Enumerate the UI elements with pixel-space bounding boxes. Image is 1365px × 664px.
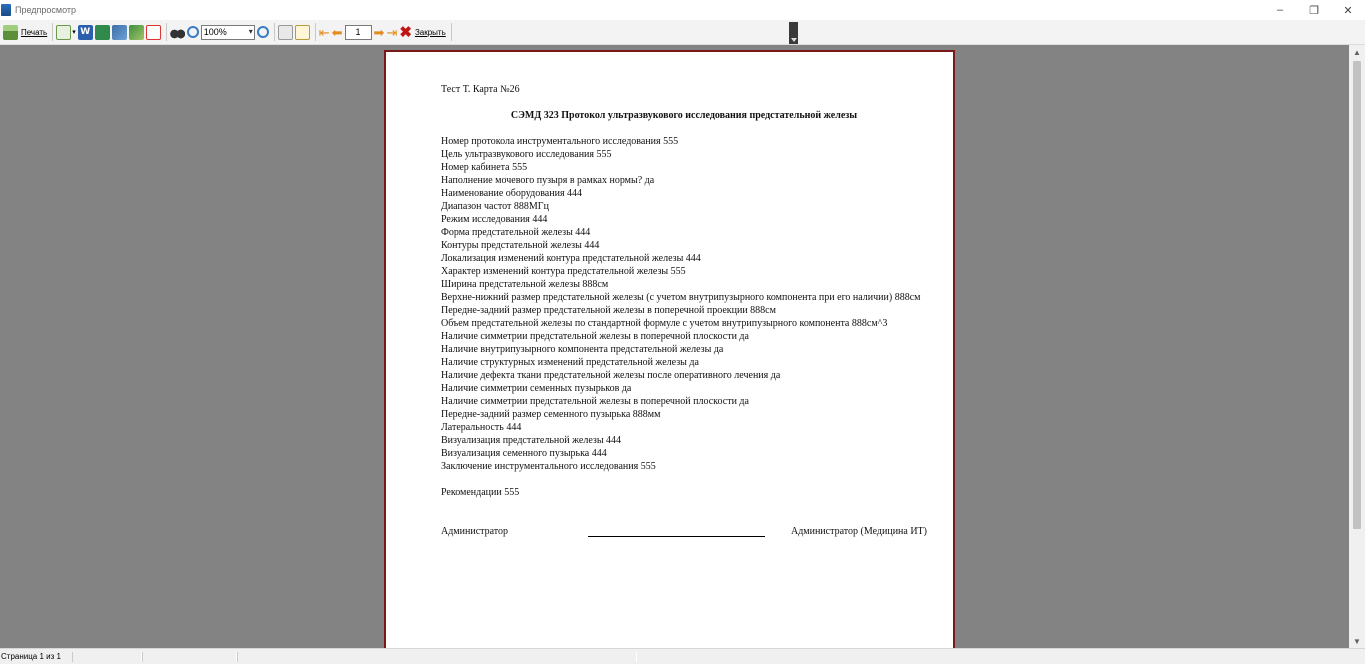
find-button[interactable]	[170, 22, 185, 42]
document-line: Наличие симметрии предстательной железы в поперечной плоскости да	[441, 396, 749, 407]
document-line: Визуализация семенного пузырька 444	[441, 448, 607, 459]
document-line: Ширина предстательной железы 888см	[441, 279, 609, 290]
image-icon	[112, 25, 127, 40]
export-dropdown-button[interactable]	[56, 22, 76, 42]
document-line: Верхне-нижний размер предстательной железы (с учетом внутрипузырного компонента при его наличии) 888см	[441, 292, 921, 303]
document-line: Заключение инструментального исследования 555	[441, 461, 656, 472]
document-line: Наличие дефекта ткани предстательной железы после оперативного лечения да	[441, 370, 781, 381]
toolbar-overflow-grip[interactable]	[789, 22, 798, 44]
arrow-right-icon: ➡	[373, 24, 385, 40]
document-line: Визуализация предстательной железы 444	[441, 435, 622, 446]
page-number-field[interactable]	[345, 22, 372, 42]
edit-icon	[295, 25, 310, 40]
chevron-down-icon: ▾	[248, 26, 253, 36]
scroll-thumb[interactable]	[1353, 61, 1361, 529]
pdf-icon	[146, 25, 161, 40]
toolbar-separator	[166, 23, 167, 41]
edit-button[interactable]	[295, 22, 310, 42]
status-bar	[0, 648, 1365, 664]
document-line: Номер протокола инструментального исследования 555	[441, 136, 679, 147]
app-icon	[1, 4, 11, 16]
zoom-in-button[interactable]	[187, 22, 199, 42]
chevron-down-icon: ▾	[72, 29, 76, 36]
zoom-out-button[interactable]	[257, 22, 269, 42]
document-line: Наличие симметрии семенных пузырьков да	[441, 383, 632, 394]
export-word-button[interactable]	[78, 22, 93, 42]
document-line: Латеральность 444	[441, 422, 522, 433]
document-line: Номер кабинета 555	[441, 162, 528, 173]
first-page-button[interactable]	[319, 22, 330, 42]
export-excel-button[interactable]	[95, 22, 110, 42]
close-label: Закрыть	[414, 27, 446, 37]
document-line: Диапазон частот 888МГц	[441, 201, 549, 212]
close-window-button[interactable]: ✕	[1343, 4, 1353, 17]
document-heading: СЭМД 323 Протокол ультразвукового исследования предстательной железы	[510, 110, 858, 121]
vertical-scrollbar[interactable]	[1349, 45, 1365, 648]
printer-icon	[3, 25, 18, 40]
first-page-icon: ⇤	[318, 24, 330, 40]
minimize-button[interactable]: –	[1276, 4, 1284, 16]
document-lines	[441, 135, 927, 473]
close-preview-button[interactable]	[399, 22, 445, 42]
document-line: Передне-задний размер предстательной железы в поперечной проекции 888см	[441, 305, 776, 316]
spacer	[441, 473, 927, 486]
page-number-input[interactable]: 1	[345, 25, 372, 40]
window-controls	[1263, 0, 1365, 20]
word-icon: W	[78, 25, 93, 40]
signature-line	[588, 536, 765, 537]
toolbar-separator	[52, 23, 53, 41]
report-page	[384, 50, 955, 650]
scroll-up-icon[interactable]: ▲	[1353, 47, 1361, 57]
last-page-icon: ⇥	[386, 24, 398, 40]
close-icon: ✖	[399, 23, 412, 41]
document-line: Режим исследования 444	[441, 214, 548, 225]
window-title: Предпросмотр	[15, 5, 77, 15]
binoculars-icon	[170, 25, 185, 40]
page-setup-button[interactable]	[278, 22, 293, 42]
zoom-in-icon	[187, 26, 199, 38]
html-icon	[129, 25, 144, 40]
zoom-value: 100%	[203, 27, 227, 37]
document-line: Форма предстательной железы 444	[441, 227, 591, 238]
document-line: Наличие симметрии предстательной железы в поперечной плоскости да	[441, 331, 749, 342]
export-image-button[interactable]	[112, 22, 127, 42]
arrow-left-icon: ⬅	[331, 24, 343, 40]
document-line: Контуры предстательной железы 444	[441, 240, 600, 251]
page-info: Страница 1 из 1	[1, 652, 61, 661]
toolbar-separator	[451, 23, 452, 41]
toolbar-separator	[274, 23, 275, 41]
document-line: Передне-задний размер семенного пузырька 888мм	[441, 409, 661, 420]
document-line: Наполнение мочевого пузыря в рамках нормы? да	[441, 175, 655, 186]
status-panel	[142, 652, 237, 662]
signature-block	[441, 525, 927, 538]
restore-button[interactable]: ❐	[1309, 4, 1319, 17]
page-setup-icon	[278, 25, 293, 40]
status-panel	[237, 652, 637, 662]
print-label: Печать	[21, 27, 48, 37]
document-line: Локализация изменений контура предстательной железы 444	[441, 253, 701, 264]
scroll-down-icon[interactable]: ▼	[1353, 636, 1361, 646]
status-panel	[72, 652, 142, 662]
document-line: Наличие внутрипузырного компонента предстательной железы да	[441, 344, 724, 355]
next-page-button[interactable]	[374, 22, 385, 42]
export-icon	[56, 25, 71, 40]
preview-toolbar	[0, 20, 1365, 45]
toolbar-separator	[315, 23, 316, 41]
export-pdf-button[interactable]	[146, 22, 161, 42]
recommendations-line: Рекомендации 555	[441, 487, 520, 498]
document-line: Наименование оборудования 444	[441, 188, 583, 199]
zoom-select[interactable]	[201, 22, 255, 42]
document-line: Наличие структурных изменений предстательной железы да	[441, 357, 699, 368]
signature-name: Администратор (Медицина ИТ)	[790, 526, 927, 537]
zoom-out-icon	[257, 26, 269, 38]
document-line: Объем предстательной железы по стандартной формуле с учетом внутрипузырного компонента 888см^3	[441, 318, 888, 329]
signature-role: Администратор	[441, 526, 509, 537]
print-button[interactable]	[3, 22, 47, 42]
document-title: Тест Т. Карта №26	[441, 84, 520, 95]
title-bar	[0, 0, 1365, 20]
document-line: Цель ультразвукового исследования 555	[441, 149, 612, 160]
excel-icon	[95, 25, 110, 40]
export-html-button[interactable]	[129, 22, 144, 42]
report-content	[441, 83, 927, 538]
document-line: Характер изменений контура предстательной железы 555	[441, 266, 686, 277]
prev-page-button[interactable]	[332, 22, 343, 42]
last-page-button[interactable]	[386, 22, 397, 42]
